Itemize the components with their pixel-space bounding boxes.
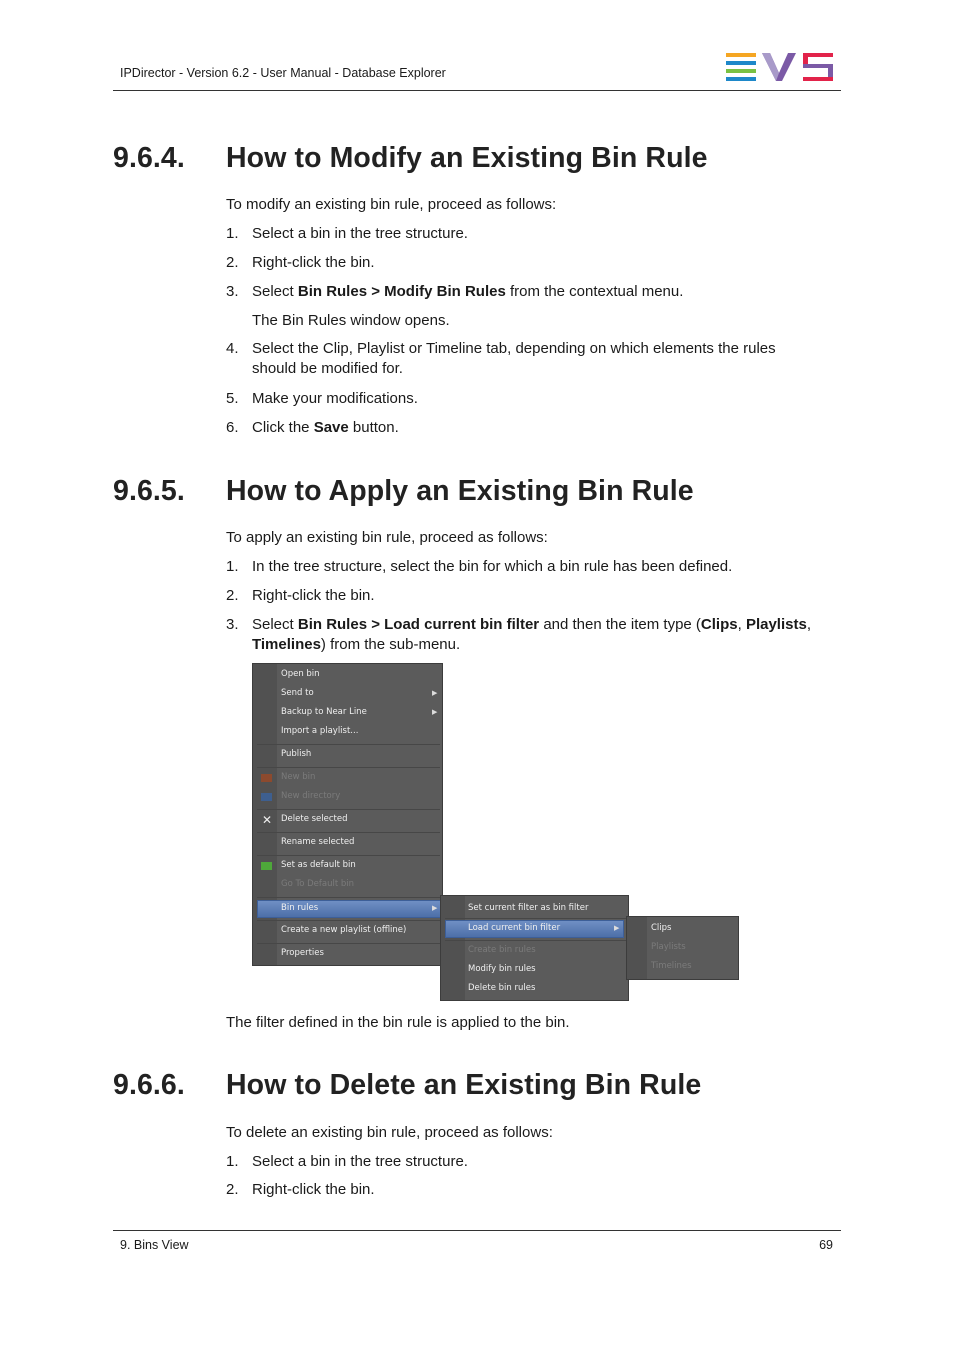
menu-item-new-directory[interactable]: New directory (281, 791, 341, 801)
footer-chapter: 9. Bins View (120, 1238, 189, 1252)
section-number: 9.6.4. (113, 142, 185, 174)
list-item: 2. Right-click the bin. (226, 1181, 375, 1198)
submenu-arrow-icon: ▶ (432, 689, 438, 697)
list-item: 6. Click the Save button. (226, 419, 399, 436)
menu-item-clips[interactable]: Clips (651, 923, 672, 933)
menu-item-set-default-bin[interactable]: Set as default bin (281, 860, 356, 870)
section-intro: To modify an existing bin rule, proceed as follows: (226, 196, 557, 213)
menu-item-rename-selected[interactable]: Rename selected (281, 837, 355, 847)
page-number: 69 (819, 1238, 833, 1252)
submenu-arrow-icon: ▶ (614, 924, 620, 932)
section-title: How to Apply an Existing Bin Rule (226, 475, 694, 507)
menu-item-load-filter[interactable]: Load current bin filter (468, 923, 561, 933)
menu-item-send-to[interactable]: Send to (281, 688, 314, 698)
menu-item-import-playlist[interactable]: Import a playlist... (281, 726, 359, 736)
menu-item-create-rules[interactable]: Create bin rules (468, 945, 536, 955)
header-title: IPDirector - Version 6.2 - User Manual - Database Explorer (120, 66, 446, 80)
list-item: 3. Select Bin Rules > Load current bin filter and then the item type (Clips, Playlists, Timelines) from the sub-menu. (226, 616, 811, 653)
menu-item-backup[interactable]: Backup to Near Line (281, 707, 367, 717)
menu-item-publish[interactable]: Publish (281, 749, 312, 759)
menu-item-playlists[interactable]: Playlists (651, 942, 686, 952)
submenu-arrow-icon: ▶ (432, 708, 438, 716)
menu-item-delete-rules[interactable]: Delete bin rules (468, 983, 536, 993)
section-heading-apply (113, 475, 694, 508)
submenu-arrow-icon: ▶ (432, 904, 438, 912)
new-directory-icon (261, 793, 272, 801)
new-bin-icon (261, 774, 272, 782)
bin-rules-submenu (440, 895, 629, 1001)
menu-item-set-filter[interactable]: Set current filter as bin filter (468, 903, 589, 913)
list-item: 2. Right-click the bin. (226, 254, 375, 271)
menu-item-bin-rules[interactable]: Bin rules (281, 903, 319, 913)
section-intro: To delete an existing bin rule, proceed as follows: (226, 1124, 553, 1141)
section-heading-modify (113, 142, 708, 175)
menu-item-timelines[interactable]: Timelines (651, 961, 692, 971)
list-item: 3. Select Bin Rules > Modify Bin Rules from the contextual menu. (226, 283, 684, 300)
section-number: 9.6.6. (113, 1069, 185, 1101)
section-number: 9.6.5. (113, 475, 185, 507)
step-note: The Bin Rules window opens. (252, 312, 450, 329)
menu-item-modify-rules[interactable]: Modify bin rules (468, 964, 536, 974)
header-divider (113, 90, 841, 91)
section-title: How to Delete an Existing Bin Rule (226, 1069, 702, 1101)
menu-item-open-bin[interactable]: Open bin (281, 669, 320, 679)
section-heading-delete (113, 1069, 701, 1102)
menu-item-delete-selected[interactable]: Delete selected (281, 814, 348, 824)
footer-divider (113, 1230, 841, 1231)
evs-logo (726, 53, 834, 81)
menu-item-create-playlist[interactable]: Create a new playlist (offline) (281, 925, 407, 935)
section-title: How to Modify an Existing Bin Rule (226, 142, 708, 174)
menu-item-properties[interactable]: Properties (281, 948, 324, 958)
delete-icon: ✕ (262, 813, 273, 827)
context-menu (252, 663, 443, 966)
list-item: 1. Select a bin in the tree structure. (226, 1153, 468, 1170)
result-text: The filter defined in the bin rule is applied to the bin. (226, 1014, 570, 1031)
menu-item-new-bin[interactable]: New bin (281, 772, 316, 782)
list-item: 4. Select the Clip, Playlist or Timeline tab, depending on which elements the rules should be modified for. (226, 340, 776, 377)
list-item: 1. In the tree structure, select the bin for which a bin rule has been defined. (226, 558, 733, 575)
list-item: 1. Select a bin in the tree structure. (226, 225, 468, 242)
list-item: 5. Make your modifications. (226, 390, 418, 407)
menu-item-go-to-default-bin[interactable]: Go To Default bin (281, 879, 355, 889)
default-bin-icon (261, 862, 272, 870)
load-filter-submenu (626, 916, 739, 980)
section-intro: To apply an existing bin rule, proceed as follows: (226, 529, 548, 546)
list-item: 2. Right-click the bin. (226, 587, 375, 604)
